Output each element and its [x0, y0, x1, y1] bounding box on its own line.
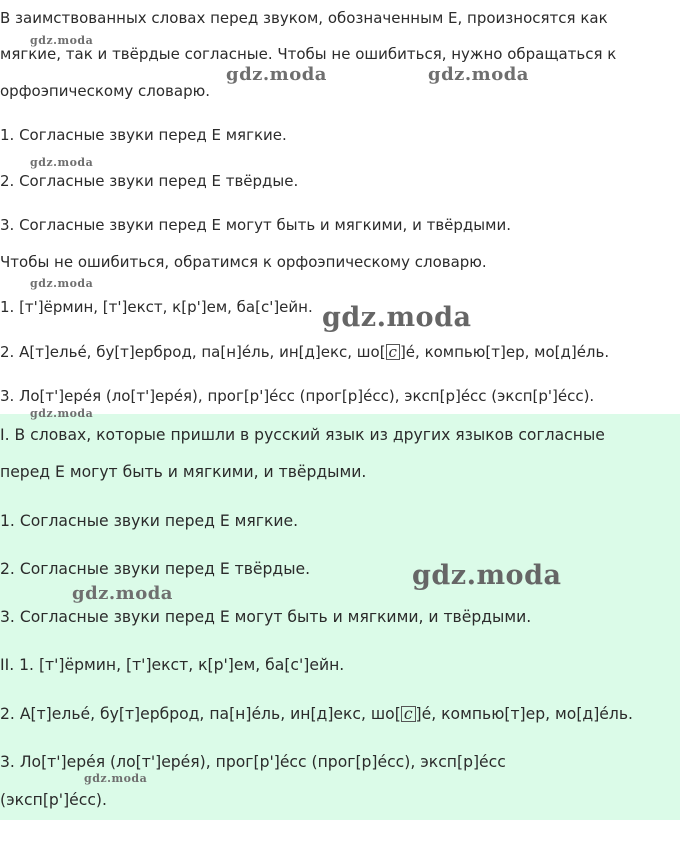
watermark: gdz.moda [412, 560, 562, 591]
example-2-part-a: 2. А[т]ельé, бу[т]ерброд, па[н]éль, ин[д]екс, шо[ [0, 343, 386, 361]
example-3: 3. Ло[т']ерéя (ло[т']ерéя), прог[р']éсс (прог[р]éсс), эксп[р]éсс (эксп[р']éсс). [0, 387, 595, 405]
panel-rule-item-3: 3. Согласные звуки перед Е могут быть и мягкими, и твёрдыми. [0, 608, 532, 626]
panel-example-1: II. 1. [т']ёрмин, [т']екст, к[р']ем, ба[с']ейн. [0, 656, 345, 674]
panel-example-3-line-2: (эксп[р']éсс). [0, 791, 107, 809]
panel-rule-item-1: 1. Согласные звуки перед Е мягкие. [0, 512, 299, 530]
watermark: gdz.moda [30, 34, 94, 47]
example-2-part-b: ]é, компью[т]ер, мо[д]éль. [399, 343, 610, 361]
rule-item-2: 2. Согласные звуки перед Е твёрдые. [0, 172, 299, 190]
intro-text-line-2: мягкие, так и твёрдые согласные. Чтобы не ошибиться, нужно обращаться к [0, 45, 617, 63]
watermark: gdz.moda [322, 302, 472, 333]
panel-example-2-part-b: ]é, компью[т]ер, мо[д]éль. [415, 705, 633, 723]
panel-example-2-part-a: 2. А[т]ельé, бу[т]ерброд, па[н]éль, ин[д]екс, шо[ [0, 705, 401, 723]
boxed-letter: с [386, 344, 400, 360]
example-1: 1. [т']ёрмин, [т']екст, к[р']ем, ба[с']ейн. [0, 298, 313, 316]
watermark: gdz.moda [30, 156, 94, 169]
panel-example-2 [0, 704, 633, 724]
panel-example-3-line-1: 3. Ло[т']ерéя (ло[т']ерéя), прог[р']éсс (прог[р]éсс), эксп[р]éсс [0, 753, 506, 771]
panel-boxed-letter: с [401, 706, 416, 722]
rule-item-3: 3. Согласные звуки перед Е могут быть и мягкими, и твёрдыми. [0, 216, 511, 234]
watermark: gdz.moda [84, 772, 148, 785]
watermark: gdz.moda [226, 64, 327, 85]
watermark: gdz.moda [72, 583, 173, 604]
dictionary-note: Чтобы не ошибиться, обратимся к орфоэпическому словарю. [0, 253, 487, 271]
watermark: gdz.moda [428, 64, 529, 85]
intro-text-line-3: орфоэпическому словарю. [0, 82, 210, 100]
panel-text-line-1: I. В словах, которые пришли в русский язык из других языков согласные [0, 426, 605, 444]
panel-rule-item-2: 2. Согласные звуки перед Е твёрдые. [0, 560, 311, 578]
panel-text-line-2: перед Е могут быть и мягкими, и твёрдыми. [0, 463, 367, 481]
example-2 [0, 342, 609, 362]
intro-text-line-1: В заимствованных словах перед звуком, обозначенным Е, произносятся как [0, 9, 608, 27]
rule-item-1: 1. Согласные звуки перед Е мягкие. [0, 126, 287, 144]
watermark: gdz.moda [30, 277, 94, 290]
watermark: gdz.moda [30, 407, 94, 420]
